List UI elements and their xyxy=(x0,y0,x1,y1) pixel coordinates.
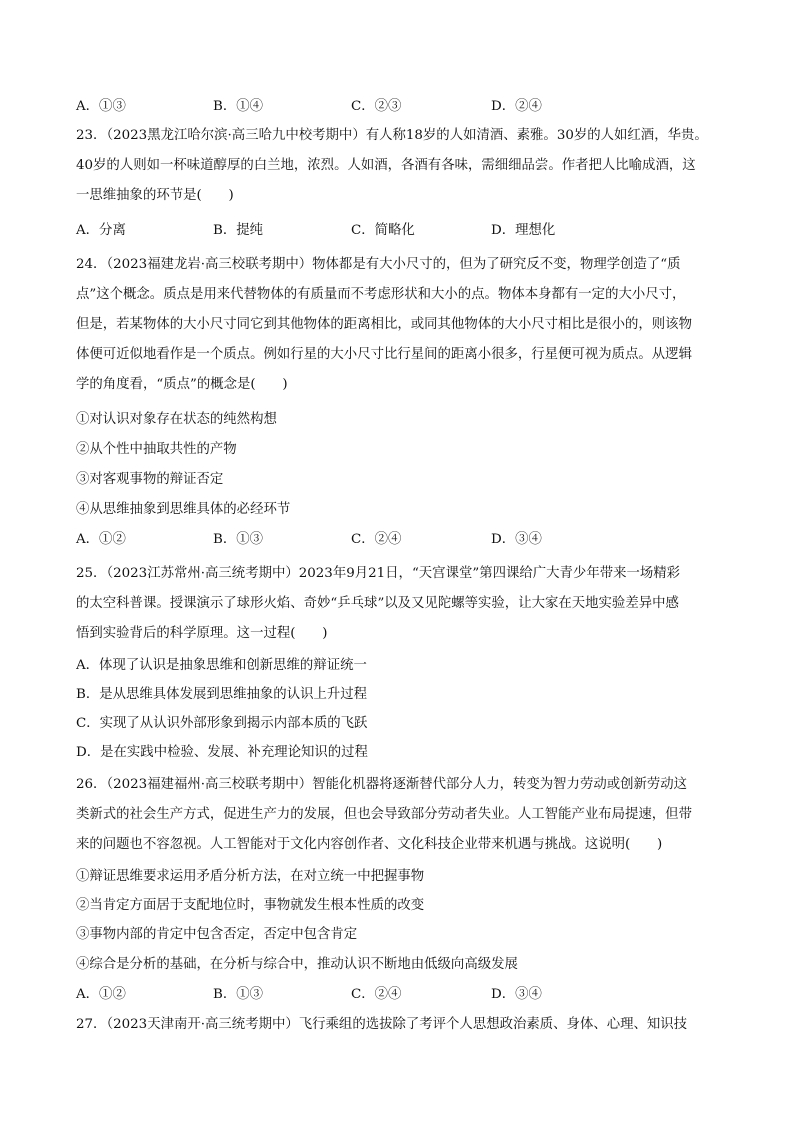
choice-c: C．实现了从认识外部形象到揭示内部本质的飞跃 xyxy=(76,716,368,731)
option-a: A．①② xyxy=(76,532,126,547)
choice-a: A．体现了认识是抽象思维和创新思维的辩证统一 xyxy=(76,658,367,673)
question-text-line: 25．（2023江苏常州·高三统考期中）2023年9月21日，“天宫课堂”第四课给广大青少年带来一场精彩 xyxy=(76,566,681,581)
choice-d: D．是在实践中检验、发展、补充理论知识的过程 xyxy=(76,745,368,760)
option-c: C．②④ xyxy=(351,532,402,547)
answer-options xyxy=(76,530,736,550)
question-text-line: 类新式的社会生产方式，促进生产力的发展，但也会导致部分劳动者失业。人工智能产业布局提速，但带 xyxy=(76,807,692,822)
option-c: C．②③ xyxy=(351,99,402,114)
option-d: D．理想化 xyxy=(491,223,556,238)
statement-item: ①对认识对象存在状态的纯然构想 xyxy=(76,412,277,427)
answer-options xyxy=(76,97,736,117)
statement-item: ②从个性中抽取共性的产物 xyxy=(76,442,237,457)
question-text-line: 来的问题也不容忽视。人工智能对于文化内容创作者、文化科技企业带来机遇与挑战。这说明( ) xyxy=(76,837,663,852)
statement-item: ④综合是分析的基础，在分析与综合中，推动认识不断地由低级向高级发展 xyxy=(76,957,518,972)
question-text-line: 但是，若某物体的大小尺寸同它到其他物体的距离相比，或同其他物体的大小尺寸相比是很小的，则该物 xyxy=(76,317,692,332)
statement-item: ②当肯定方面居于支配地位时，事物就发生根本性质的改变 xyxy=(76,898,425,913)
option-b: B．①③ xyxy=(213,532,264,547)
question-text-line: 27．（2023天津南开·高三统考期中）飞行乘组的选拔除了考评个人思想政治素质、身体、心理、知识技 xyxy=(76,1017,688,1032)
answer-options xyxy=(76,221,736,241)
question-text-line: 的太空科普课。授课演示了球形火焰、奇妙“乒乓球”以及又见陀螺等实验，让大家在天地实验差异中感 xyxy=(76,596,679,611)
question-text-line: 悟到实验背后的科学原理。这一过程( ) xyxy=(76,626,328,641)
option-a: A．分离 xyxy=(76,223,126,238)
question-text-line: 40岁的人则如一杯味道醇厚的白兰地，浓烈。人如酒，各酒有各味，需细细品尝。作者把人比喻成酒，这 xyxy=(76,158,696,173)
option-c: C．简略化 xyxy=(351,223,415,238)
question-text-line: 学的角度看，“质点”的概念是( ) xyxy=(76,377,288,392)
statement-item: ①辩证思维要求运用矛盾分析方法，在对立统一中把握事物 xyxy=(76,869,425,884)
question-text-line: 23．（2023黑龙江哈尔滨·高三哈九中校考期中）有人称18岁的人如清酒、素雅。30岁的人如红酒，华贵。 xyxy=(76,128,708,143)
question-text-line: 26．（2023福建福州·高三校联考期中）智能化机器将逐渐替代部分人力，转变为智力劳动或创新劳动这 xyxy=(76,777,688,792)
option-d: D．③④ xyxy=(491,987,542,1002)
option-b: B．①③ xyxy=(213,987,264,1002)
question-text-line: 一思维抽象的环节是( ) xyxy=(76,188,234,203)
question-text-line: 24．（2023福建龙岩·高三校联考期中）物体都是有大小尺寸的，但为了研究反不变，物理学创造了“质 xyxy=(76,257,681,272)
option-b: B．①④ xyxy=(213,99,264,114)
statement-item: ③对客观事物的辩证否定 xyxy=(76,472,224,487)
question-text-line: 体便可近似地看作是一个质点。例如行星的大小尺寸比行星间的距离小很多，行星便可视为质点。从逻辑 xyxy=(76,347,692,362)
option-a: A．①② xyxy=(76,987,126,1002)
choice-b: B．是从思维具体发展到思维抽象的认识上升过程 xyxy=(76,687,368,702)
statement-item: ③事物内部的肯定中包含否定，否定中包含肯定 xyxy=(76,927,358,942)
question-text-line: 点”这个概念。质点是用来代替物体的有质量而不考虑形状和大小的点。物体本身都有一定的大小尺寸， xyxy=(76,287,686,302)
option-d: D．②④ xyxy=(491,99,542,114)
option-b: B．提纯 xyxy=(213,223,264,238)
option-a: A．①③ xyxy=(76,99,126,114)
option-d: D．③④ xyxy=(491,532,542,547)
answer-options xyxy=(76,985,736,1005)
statement-item: ④从思维抽象到思维具体的必经环节 xyxy=(76,502,291,517)
option-c: C．②④ xyxy=(351,987,402,1002)
